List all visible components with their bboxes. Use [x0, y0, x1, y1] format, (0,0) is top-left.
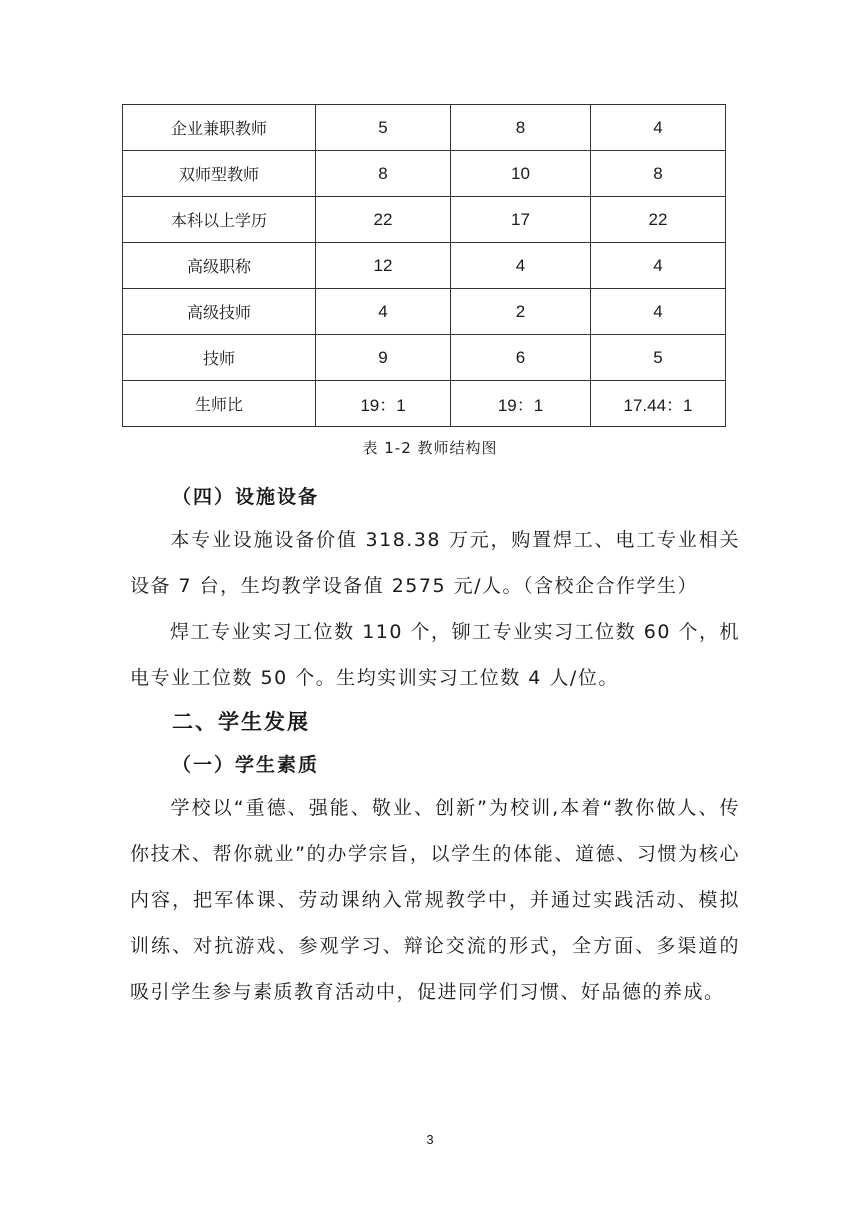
paragraph-text: 本专业设施设备价值 318.38 万元，购置焊工、电工专业相关设备 7 台，生均教学设备值 2575 元/人。（含校企合作学生）	[130, 529, 740, 597]
table-cell: 8	[451, 105, 591, 151]
table-row	[123, 335, 726, 381]
table-cell: 2	[451, 289, 591, 335]
table-cell: 17	[451, 197, 591, 243]
table-cell: 5	[591, 335, 726, 381]
row-label: 双师型教师	[123, 151, 316, 197]
table-cell: 4	[451, 243, 591, 289]
paragraph-student-quality	[130, 785, 740, 1015]
row-label: 高级技师	[123, 289, 316, 335]
paragraph-text: 学校以“重德、强能、敬业、创新”为校训,本着“教你做人、传你技术、帮你就业”的办学宗旨，以学生的体能、道德、习惯为核心内容，把军体课、劳动课纳入常规教学中，并通过实践活动、模拟训练、对抗游戏、参观学习、辩论交流的形式，全方面、多渠道的吸引学生参与素质教育活动中，促进同学们习惯、好品德的养成。	[130, 797, 740, 1003]
table-cell: 4	[591, 105, 726, 151]
table-cell: 19：1	[451, 381, 591, 427]
table-cell: 10	[451, 151, 591, 197]
row-label: 本科以上学历	[123, 197, 316, 243]
row-label: 技师	[123, 335, 316, 381]
row-label: 生师比	[123, 381, 316, 427]
table-cell: 8	[591, 151, 726, 197]
table-cell: 19：1	[316, 381, 451, 427]
table-cell: 17.44：1	[591, 381, 726, 427]
row-label: 高级职称	[123, 243, 316, 289]
section-heading-student-quality: （一）学生素质	[172, 754, 320, 776]
table-body	[123, 105, 726, 427]
table-caption: 表 1-2 教师结构图	[362, 439, 498, 457]
page-number: 3	[426, 1132, 434, 1147]
table-cell: 4	[591, 289, 726, 335]
table-cell: 22	[316, 197, 451, 243]
paragraph-workstations	[130, 609, 740, 701]
table-row	[123, 381, 726, 427]
table-row	[123, 105, 726, 151]
table-cell: 4	[316, 289, 451, 335]
table-row	[123, 151, 726, 197]
table-cell: 4	[591, 243, 726, 289]
table-row	[123, 243, 726, 289]
teacher-structure-table	[122, 104, 726, 427]
table-cell: 6	[451, 335, 591, 381]
chapter-heading-student-development: 二、学生发展	[172, 710, 310, 734]
table-cell: 9	[316, 335, 451, 381]
row-label: 企业兼职教师	[123, 105, 316, 151]
paragraph-text: 焊工专业实习工位数 110 个，铆工专业实习工位数 60 个，机电专业工位数 50 个。生均实训实习工位数 4 人/位。	[130, 621, 740, 689]
table-cell: 12	[316, 243, 451, 289]
table-cell: 22	[591, 197, 726, 243]
section-heading-facilities: （四）设施设备	[172, 486, 320, 508]
table-row	[123, 197, 726, 243]
table-cell: 5	[316, 105, 451, 151]
table-row	[123, 289, 726, 335]
table-cell: 8	[316, 151, 451, 197]
paragraph-facilities-value	[130, 517, 740, 609]
